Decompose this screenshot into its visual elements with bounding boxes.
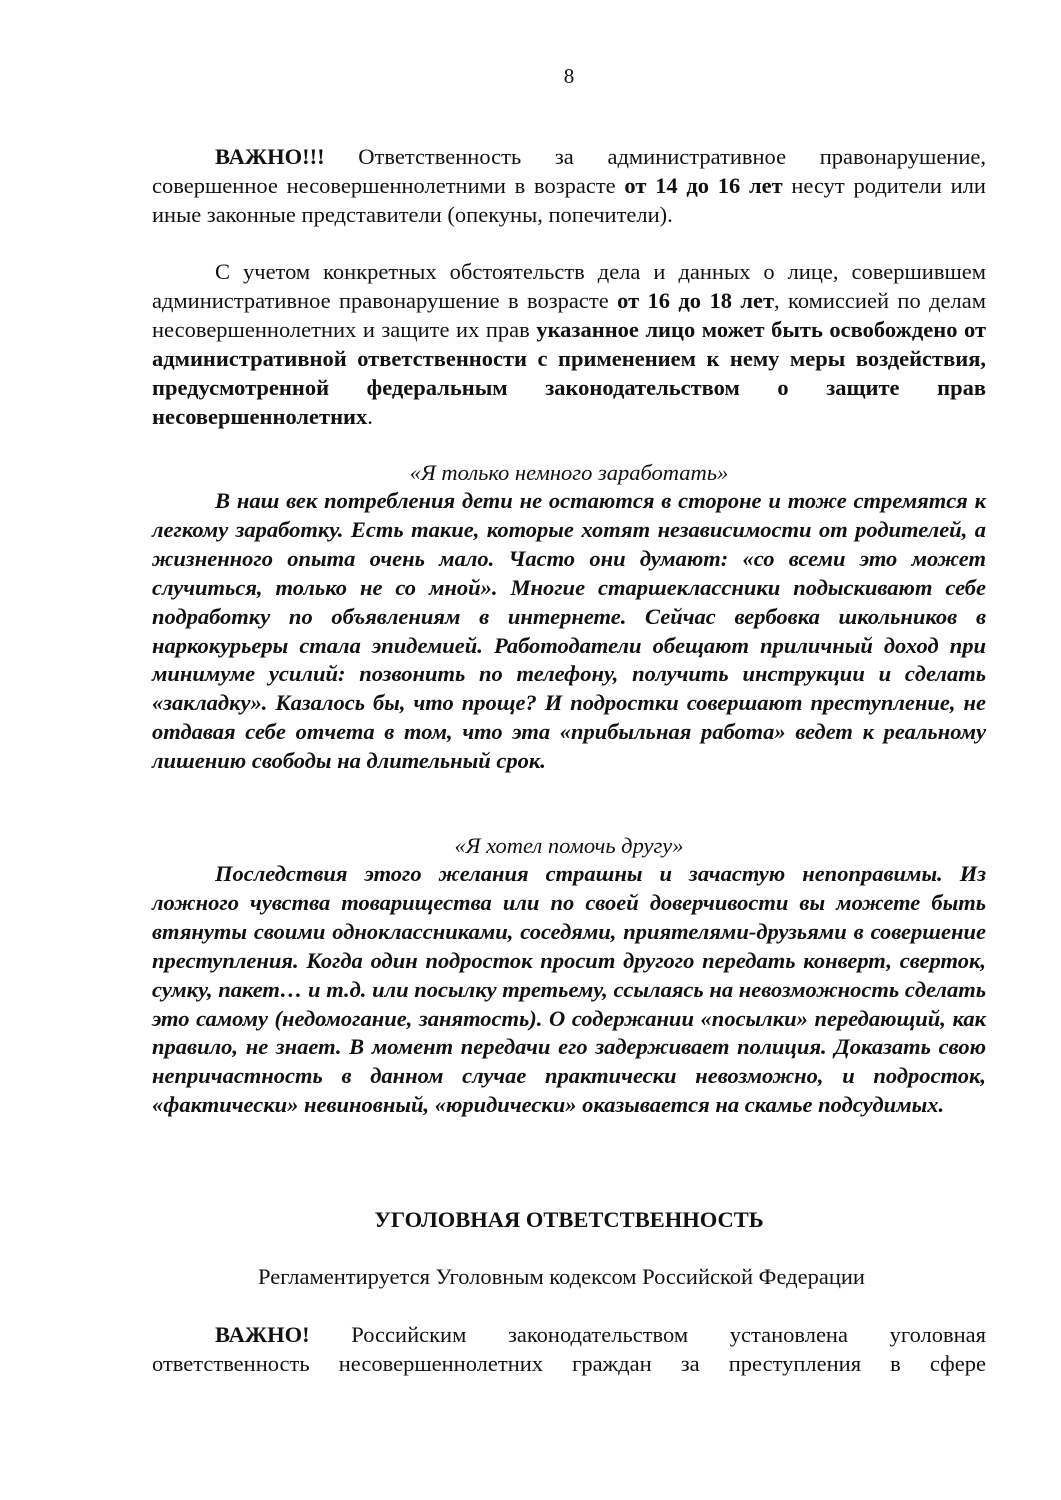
important-lead: ВАЖНО!!! (215, 144, 325, 169)
page-number: 8 (563, 64, 575, 88)
paragraph-criminal-liability: ВАЖНО! Российским законодательством установлена уголовная ответственность несовершеннолетних граждан за преступления в сфере (152, 1322, 986, 1376)
section-body-earn-money: В наш век потребления дети не остаются в стороне и тоже стремятся к легкому заработку. Есть такие, которые хотят независимости от родителей, а жизненного опыта очень мало. Часто они думают: «со всеми это может случиться, только не со мной». Многие старшеклассники подыскивают себе подработку по объявлениям в интернете. Сейчас вербовка школьников в наркокурьеры стала эпидемией. Работодатели обещают приличный доход при минимуме усилий: позвонить по телефону, получить инструкции и сделать «закладку». Казалось бы, что проще? И подростки совершают преступление, не отдавая себе отчета в том, что эта «прибыльная работа» ведет к реальному лишению свободы на длительный срок. (152, 488, 986, 774)
paragraph-parent-responsibility: ВАЖНО!!! Ответственность за административное правонарушение, совершенное несовершеннолетними в возрасте от 14 до 16 лет несут родители или иные законные представители (опекуны, попечители). (152, 144, 986, 227)
criminal-liability-heading: УГОЛОВНАЯ ОТВЕТСТВЕННОСТЬ (374, 1207, 764, 1232)
criminal-liability-heading-block (152, 1205, 986, 1234)
paragraph-commission-release: С учетом конкретных обстоятельств дела и данных о лице, совершившем административное правонарушение в возрасте от 16 до 18 лет, комиссией по делам несовершеннолетних и защите их прав указанное лицо может быть освобождено от административной ответственности с применением к нему меры воздействия, предусмотренной федеральным законодательством о защите прав несовершеннолетних. (152, 259, 986, 429)
section-title-help-friend: «Я хотел помочь другу» (454, 833, 684, 858)
section-earn-money (152, 458, 986, 776)
age-range-16-18: от 16 до 18 лет (617, 288, 775, 313)
section-title-earn-money: «Я только немного заработать» (409, 460, 729, 485)
age-range-14-16: от 14 до 16 лет (624, 173, 783, 198)
release-statement: указанное лицо может быть освобождено от административной ответственности с применением к нему меры воздействия, предусмотренной федеральным законодательством о защите прав несовершеннолетних (152, 317, 986, 429)
regulated-by-criminal-code: Регламентируется Уголовным кодексом Российской Федерации (258, 1264, 865, 1289)
section-body-help-friend: Последствия этого желания страшны и зачастую непоправимы. Из ложного чувства товарищества или по своей доверчивости вы можете быть втянуты своими одноклассниками, соседями, приятелями-друзьями в совершение преступления. Когда один подросток просит другого передать конверт, сверток, сумку, пакет… и т.д. или посылку третьему, ссылаясь на невозможность сделать это самому (недомогание, занятость). О содержании «посылки» передающий, как правило, не знает. В момент передачи его задерживает полиция. Доказать свою непричастность в данном случае практически невозможно, и подросток, «фактически» невиновный, «юридически» оказывается на скамье подсудимых. (152, 861, 986, 1118)
section-help-friend (152, 831, 986, 1120)
important-lead-2: ВАЖНО! (215, 1322, 310, 1347)
regulated-line-block (152, 1262, 986, 1291)
